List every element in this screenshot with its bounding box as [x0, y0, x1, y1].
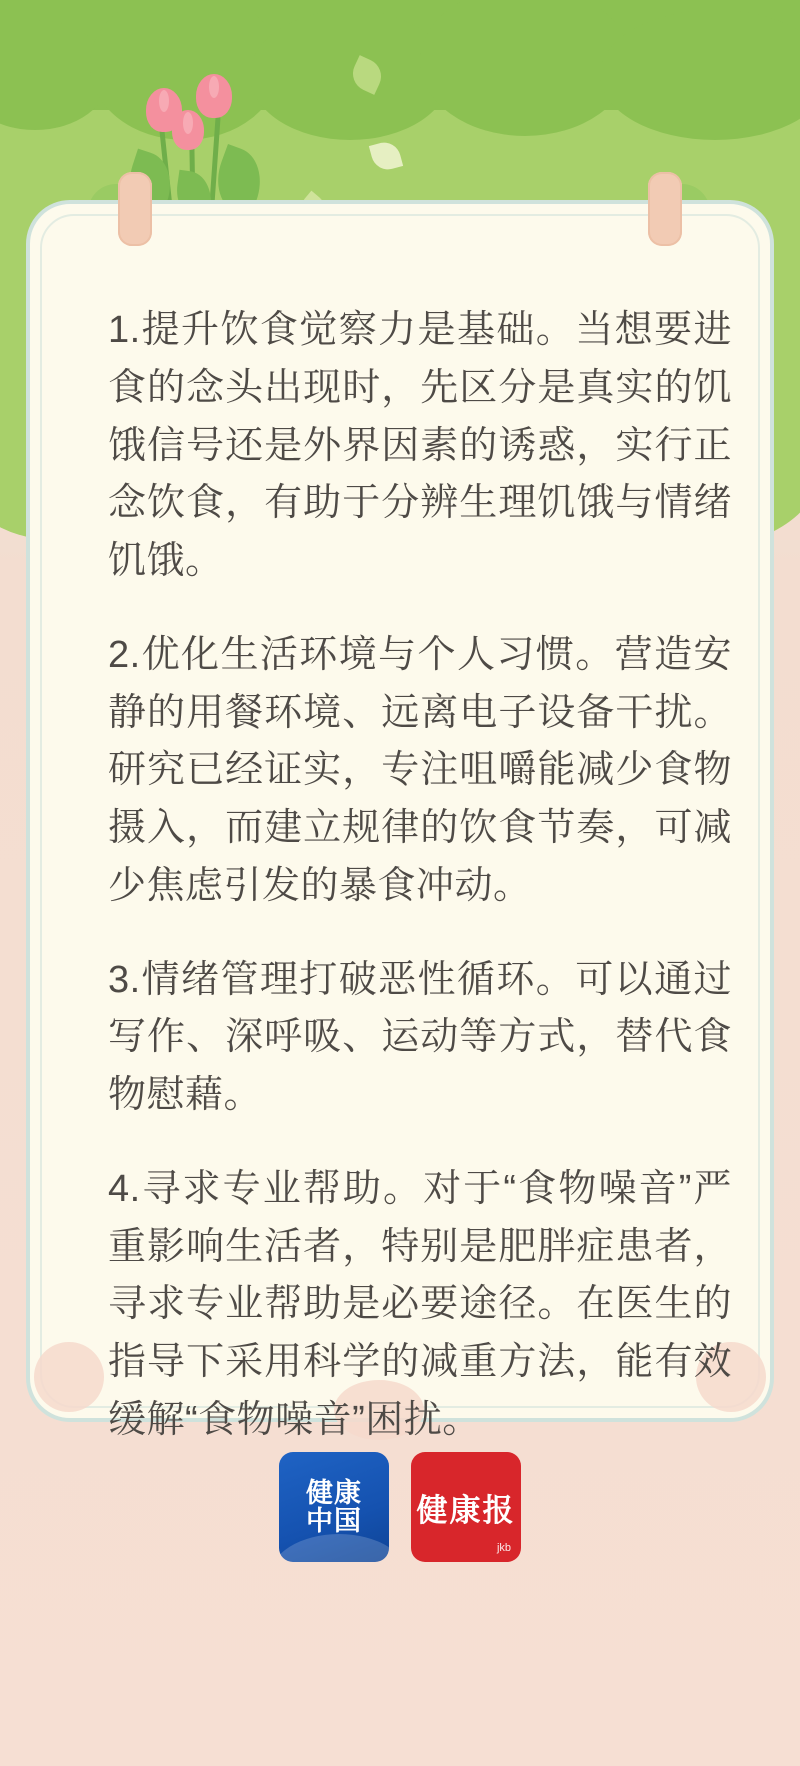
tulip-bud — [196, 74, 232, 118]
paragraph-3: 3.情绪管理打破恶性循环。可以通过写作、深呼吸、运动等方式，替代食物慰藉。 — [108, 958, 732, 1116]
paper-clip — [648, 172, 682, 246]
footer-logos — [0, 1452, 800, 1582]
logo-health-news-text: 健康报 — [416, 1492, 516, 1528]
logo-health-news-tag: jkb — [496, 1542, 511, 1554]
corner-decoration — [34, 1342, 104, 1412]
content-card — [26, 200, 774, 1441]
paper-clip — [118, 172, 152, 246]
logo-healthy-china[interactable] — [279, 1452, 389, 1562]
logo-health-news[interactable] — [411, 1452, 521, 1562]
tulip-bud — [172, 110, 204, 150]
wave-decoration — [279, 1534, 389, 1562]
paragraph-2: 2.优化生活环境与个人习惯。营造安静的用餐环境、远离电子设备干扰。研究已经证实，专注咀嚼能减少食物摄入，而建立规律的饮食节奏，可减少焦虑引发的暴食冲动。 — [108, 633, 732, 907]
paragraph-4: 4.寻求专业帮助。对于“食物噪音”严重影响生活者，特别是肥胖症患者，寻求专业帮助是必要途径。在医生的指导下采用科学的减重方法，能有效缓解“食物噪音”困扰。 — [108, 1167, 732, 1441]
card-inner-border — [40, 214, 760, 1441]
article-body — [108, 302, 732, 1450]
logo-healthy-china-line1: 健康 — [306, 1477, 362, 1508]
paragraph-1: 1.提升饮食觉察力是基础。当想要进食的念头出现时，先区分是真实的饥饿信号还是外界因素的诱惑，实行正念饮食，有助于分辨生理饥饿与情绪饥饿。 — [108, 309, 732, 582]
logo-healthy-china-line2: 中国 — [306, 1506, 362, 1536]
